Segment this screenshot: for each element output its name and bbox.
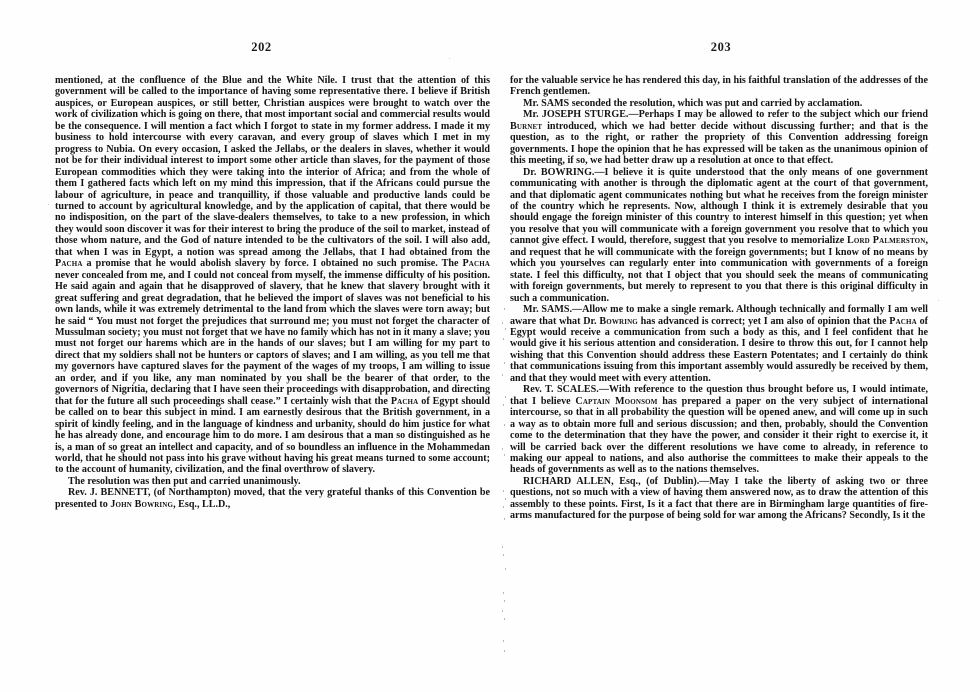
paragraph-joseph-sturge bbox=[510, 109, 928, 166]
para-text-part-4: of Egypt should be called on to bear this subject in mind. I am earnestly desirous that the British government, in a spirit of kindly feeling, and in the language of kindness and urbanity, should do him justice for what he has already done, and encourage him to do more. I am desirous that a man so distinguished as he is, a man of so great an intellect and capacity, and of so boundless an influence in the Mohammedan world, that he should not pass into his grave without having his great means turned to some account; to the account of humanity, civilization, and the final overthrow of slavery. bbox=[55, 395, 491, 476]
sturge-text-part-1: —Perhaps I may be allowed to refer to the subject which our friend bbox=[628, 109, 929, 121]
para-text-part-2: a promise that he would abolish slavery by force. I obtained no such promise. The bbox=[82, 258, 463, 270]
paragraph-resolution-carried bbox=[55, 476, 490, 487]
speaker-name-bennett: Rev. J. BENNETT, bbox=[68, 487, 151, 499]
paragraph-sams-seconded bbox=[510, 98, 928, 109]
smallcaps-captain-moonsom: Captain Moonsom bbox=[575, 395, 658, 407]
scales-text-part-2: has prepared a paper on the very subject of international intercourse, so that in all probability the question will be opened anew, and will come up in such a way as to obtain more full and serious discussion; and then, probably, should the Convention come to the determination that they have the power, and consider it their right to exercise it, it will be carried back over the different resolutions we have come to already, in reference to making our appeal to nations, and also authorise the committees to make their appeals to the heads of governments as well as to the nations themselves. bbox=[510, 395, 929, 476]
resolution-carried-text: The resolution was then put and carried unanimously. bbox=[68, 475, 301, 487]
sams-remark-text-part-1: —Allow me to make a single remark. Although technically and formally I am well aware that what Dr. bbox=[510, 304, 928, 327]
sams-remark-text-part-2: has advanced is correct; yet I am also of opinion that the bbox=[637, 315, 890, 327]
speaker-name-sams-remark: Mr. SAMS. bbox=[523, 304, 573, 316]
scales-text-part-1: —With reference to the question thus brought before us, I would intimate, that I believe bbox=[510, 384, 928, 407]
right-page-body bbox=[510, 75, 928, 522]
speaker-name-richard-allen: RICHARD ALLEN, bbox=[523, 475, 614, 487]
paragraph-scales bbox=[510, 384, 928, 476]
paragraph-thanks-continued bbox=[510, 75, 928, 98]
bowring-text-part-2: , and request that he will communicate with the foreign governments; but I know of no means by which you yourselves can regularly enter into communication with governments of a foreign state. I feel this difficulty, not that I object that you should seek the means of communicating with foreign governments, but merely to represent to you that there is this original difficulty in such a communication. bbox=[510, 235, 928, 304]
left-page-body bbox=[55, 75, 490, 510]
para-text-part-3: never concealed from me, and I could not conceal from myself, the immense difficulty of his position. He said again and again that he disapproved of slavery, that he knew that slavery brought with it great suffering and great degradation, that he believed the import of slaves was not beneficial to his own lands, while it was extremely detrimental to the land from which the slaves were torn away; but he said “ You must not forget the prejudices that surround me; you must not forget the character of Mussulman society; you must not forget that we have no family which has not in it many a slave; you must not forget our harems which are in the hands of our slaves; but I am willing for my part to direct that my soldiers shall not be hunters or captors of slaves; and I am willing, as you tell me that my governors have captured slaves for the payment of the wages of my troops, I am willing to issue an order, and if you like, any man nominated by you shall be the bearer of that order, to the governors of Nigritia, declaring that I have seen their proceedings with disapprobation, and directing that for the future all such proceedings shall cease.” I certainly wish that the bbox=[55, 269, 490, 407]
smallcaps-john-bowring: John Bowring bbox=[110, 498, 174, 510]
smallcaps-lord-palmerston: Lord Palmerston bbox=[846, 235, 926, 247]
sams-seconded-text: seconded the resolution, which was put and carried by acclamation. bbox=[569, 97, 863, 109]
smallcaps-pacha-right: Pacha bbox=[889, 315, 917, 327]
paragraph-richard-allen bbox=[510, 476, 928, 522]
sams-remark-text-part-3: of Egypt would receive a communication from such a body as this, and I feel confident that he would give it his serious attention and consideration. I desire to throw this out, for I cannot help wishing that this Convention should address these Eastern Potentates; and I certainly do think that communications issuing from this important assembly would assuredly be received by them, and that they would meet with every attention. bbox=[510, 315, 928, 384]
smallcaps-bowring: Bowring bbox=[599, 315, 638, 327]
speaker-name-bowring: Dr. BOWRING. bbox=[523, 166, 595, 178]
smallcaps-burnet: Burnet bbox=[510, 120, 543, 132]
page-number-right: 203 bbox=[710, 40, 732, 54]
thanks-continued-text: for the valuable service he has rendered this day, in his faithful translation of the addresses of the French gentlemen. bbox=[510, 75, 928, 98]
richard-allen-text: Esq., (of Dublin).—May I take the liberty of asking two or three questions, not so much with a view of having them answered now, as to draw the attention of this assembly to these points. First, Is it a fact that there are in Birmingham large quantities of fire-arms manufactured for the purpose of being sold for war among the Africans? Secondly, Is it the bbox=[510, 475, 928, 522]
speaker-name-sams-seconded: Mr. SAMS bbox=[523, 97, 570, 109]
bowring-text-part-1: —I believe it is quite understood that the only means of one government communicating with another is through the diplomatic agent at the court of that government, and that diplomatic agent communicates nothing but what he receives from the foreign minister of the country which he represents. Now, although I think it is extremely desirable that you should engage the foreign minister of this country to interest himself in this question; yet when you resolve that you will communicate with a foreign government you resolve that to which you cannot give effect. I would, therefore, suggest that you resolve to memorialize bbox=[510, 166, 928, 247]
scan-speck-right-margin bbox=[938, 300, 939, 301]
smallcaps-pacha-2: Pacha bbox=[462, 258, 490, 270]
paragraph-bennett bbox=[55, 487, 490, 510]
page-number-left: 202 bbox=[251, 40, 272, 54]
bennett-text-part-1: (of Northampton) moved, that the very grateful thanks of this Convention be presented to bbox=[55, 487, 490, 510]
scan-speck-left-margin bbox=[48, 204, 49, 205]
para-text-part-1: mentioned, at the confluence of the Blue and the White Nile. I trust that the attention of this government will be called to the importance of having some representative there. I believe if British auspices, or European auspices, or still better, Christian auspices were brought to watch over the work of civilization which is going on there, that most important social and commercial results would be the consequence. I will mention a fact which I forgot to state in my former address. I made it my business to hold intercourse with every caravan, and every group of slaves which I met in my progress to Nubia. On every occasion, I asked the Jellabs, or the dealers in slaves, whether it would not be for their individual interest to import some other article than slaves, for the payment of those European commodities which they were taking into the interior of Africa; and from the whole of them I gathered facts which left on my mind this impression, that if the Africans could pursue the labour of agriculture, in peace and tranquillity, if those valuable and productive lands could be turned to account by agricultural knowledge, and by the application of capital, that there would be no indisposition, on the part of the slave-dealers themselves, to take to a new profession, in which they would soon discover it was for their interest to bring the produce of the soil to market, instead of those whom nature, and the God of nature intended to be the cultivators of the soil. I will also add, that when I was in Egypt, a notion was spread among the Jellabs, that I had obtained from the bbox=[55, 75, 490, 258]
paragraph-bowring bbox=[510, 167, 928, 304]
sturge-text-part-2: introduced, which we had better decide without discussing further; and that is the question, as to the right, or rather the propriety of this Convention addressing foreign governments. I hope the opinion that he has expressed will be taken as the unanimous opinion of this meeting, if so, we had better draw up a resolution at once to that effect. bbox=[510, 120, 928, 167]
speaker-name-joseph-sturge: Mr. JOSEPH STURGE. bbox=[523, 109, 629, 121]
bennett-text-part-2: , Esq., LL.D., bbox=[173, 498, 231, 510]
paragraph-sams-remark bbox=[510, 304, 928, 384]
smallcaps-pacha-3: Pacha bbox=[390, 395, 419, 407]
right-page-column bbox=[500, 0, 980, 692]
paragraph-bowring-continued bbox=[55, 75, 490, 476]
scan-speck-top-right bbox=[449, 58, 450, 59]
speaker-name-scales: Rev. T. SCALES. bbox=[523, 384, 599, 396]
smallcaps-pacha-1: Pacha bbox=[55, 258, 83, 270]
